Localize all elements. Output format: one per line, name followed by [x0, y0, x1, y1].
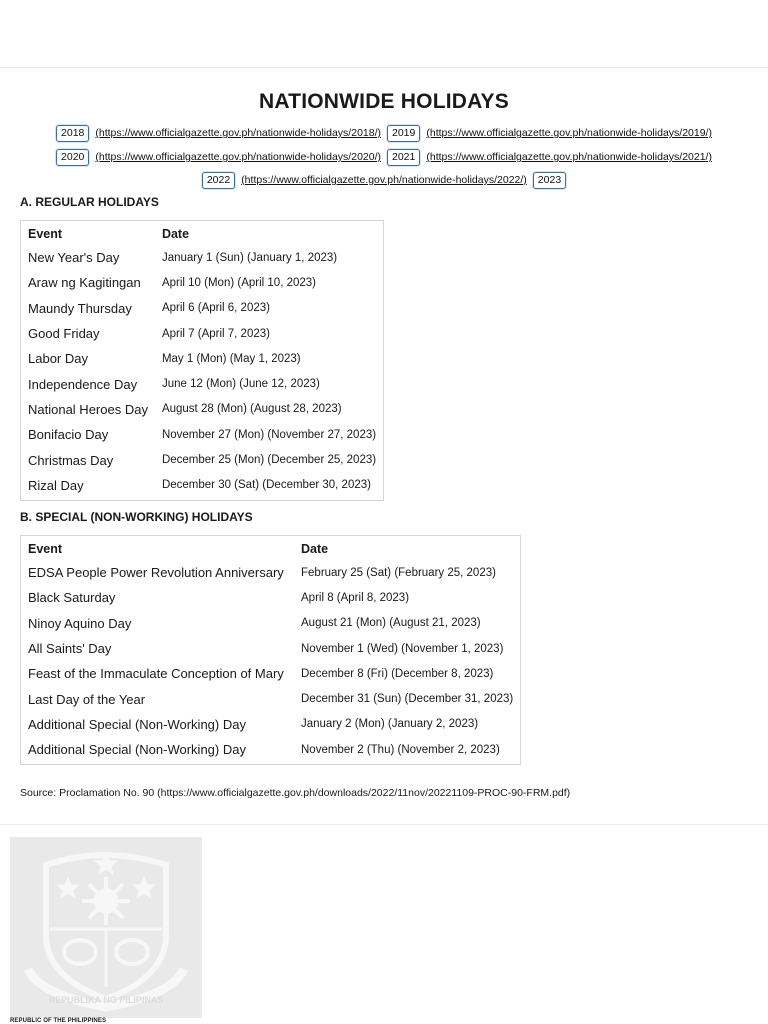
table-row — [21, 447, 383, 472]
regular-holidays-table — [20, 220, 384, 501]
year-2022-button[interactable]: 2022 — [202, 172, 235, 189]
table-row — [21, 473, 383, 498]
table-row — [21, 371, 383, 396]
event-name: Good Friday — [28, 326, 100, 342]
date-column-header: Date — [161, 227, 190, 241]
table-row — [21, 397, 383, 422]
table-row — [21, 661, 520, 686]
table-row — [21, 245, 383, 270]
event-name: Feast of the Immaculate Conception of Mary — [28, 666, 284, 682]
event-date: February 25 (Sat) (February 25, 2023) — [301, 566, 496, 579]
special-holidays-table — [20, 535, 521, 765]
table-row — [21, 296, 383, 321]
event-date: January 2 (Mon) (January 2, 2023) — [301, 718, 479, 731]
table-header-row — [21, 223, 383, 245]
event-date: November 27 (Mon) (November 27, 2023) — [161, 428, 377, 441]
year-links-row-1 — [0, 124, 768, 142]
event-date: April 10 (Mon) (April 10, 2023) — [161, 276, 316, 289]
year-2019-button[interactable]: 2019 — [387, 125, 420, 142]
event-date: November 2 (Thu) (November 2, 2023) — [301, 743, 500, 756]
regular-holidays-heading: A. REGULAR HOLIDAYS — [20, 195, 159, 209]
table-row — [21, 346, 383, 371]
seal-emblem-icon — [10, 837, 202, 1018]
event-name: Labor Day — [28, 351, 88, 367]
event-name: Rizal Day — [28, 477, 84, 493]
table-header-row — [21, 538, 520, 560]
event-column-header: Event — [28, 227, 63, 241]
table-row — [21, 560, 520, 585]
event-name: Last Day of the Year — [28, 691, 146, 707]
event-date: May 1 (Mon) (May 1, 2023) — [161, 352, 301, 365]
table-row — [21, 686, 520, 711]
event-date: December 31 (Sun) (December 31, 2023) — [301, 693, 514, 706]
seal-caption: REPUBLIC OF THE PHILIPPINES — [10, 1018, 107, 1024]
year-2018-link[interactable]: (https://www.officialgazette.gov.ph/nationwide-holidays/2018/) — [95, 127, 381, 139]
year-links-row-2 — [0, 148, 768, 166]
event-date: April 8 (April 8, 2023) — [301, 591, 410, 604]
year-2019-link[interactable]: (https://www.officialgazette.gov.ph/nationwide-holidays/2019/) — [426, 127, 712, 139]
source-note: Source: Proclamation No. 90 (https://www.officialgazette.gov.ph/downloads/2022/11nov/20221109-PROC-90-FRM.pdf) — [20, 787, 571, 799]
event-date: November 1 (Wed) (November 1, 2023) — [301, 642, 504, 655]
event-date: April 7 (April 7, 2023) — [161, 327, 270, 340]
event-column-header: Event — [28, 542, 63, 556]
event-date: June 12 (Mon) (June 12, 2023) — [161, 378, 320, 391]
footer-divider — [0, 824, 768, 825]
event-name: National Heroes Day — [28, 401, 148, 417]
table-row — [21, 636, 520, 661]
event-date: August 28 (Mon) (August 28, 2023) — [161, 403, 342, 416]
table-row — [21, 270, 383, 295]
event-name: New Year's Day — [28, 250, 120, 266]
date-column-header: Date — [301, 542, 329, 556]
page-title: NATIONWIDE HOLIDAYS — [259, 90, 509, 113]
year-2021-link[interactable]: (https://www.officialgazette.gov.ph/nationwide-holidays/2021/) — [426, 151, 712, 163]
event-name: Christmas Day — [28, 452, 114, 468]
table-row — [21, 422, 383, 447]
event-name: Maundy Thursday — [28, 300, 132, 316]
table-row — [21, 712, 520, 737]
event-name: Independence Day — [28, 376, 138, 392]
year-2020-button[interactable]: 2020 — [56, 149, 89, 166]
event-name: Black Saturday — [28, 590, 116, 606]
event-date: December 30 (Sat) (December 30, 2023) — [161, 479, 371, 492]
event-date: August 21 (Mon) (August 21, 2023) — [301, 617, 481, 630]
event-name: Additional Special (Non-Working) Day — [28, 742, 246, 758]
table-row — [21, 611, 520, 636]
event-name: Additional Special (Non-Working) Day — [28, 716, 246, 732]
year-2020-link[interactable]: (https://www.officialgazette.gov.ph/nationwide-holidays/2020/) — [95, 151, 381, 163]
event-name: Ninoy Aquino Day — [28, 615, 132, 631]
table-row — [21, 737, 520, 762]
special-holidays-heading: B. SPECIAL (NON-WORKING) HOLIDAYS — [20, 510, 253, 524]
year-2018-button[interactable]: 2018 — [56, 125, 89, 142]
event-name: All Saints' Day — [28, 641, 112, 657]
table-row — [21, 321, 383, 346]
philippine-seal-image — [10, 837, 202, 1018]
year-links-row-3 — [0, 171, 768, 189]
year-2023-button[interactable]: 2023 — [533, 172, 566, 189]
year-2022-link[interactable]: (https://www.officialgazette.gov.ph/nationwide-holidays/2022/) — [241, 174, 527, 186]
top-bar — [0, 0, 768, 68]
table-row — [21, 585, 520, 610]
event-date: December 8 (Fri) (December 8, 2023) — [301, 667, 494, 680]
event-name: Araw ng Kagitingan — [28, 275, 141, 291]
event-date: April 6 (April 6, 2023) — [161, 302, 270, 315]
seal-text: REPUBLIKA NG PILIPINAS — [48, 995, 164, 1005]
event-date: January 1 (Sun) (January 1, 2023) — [161, 251, 338, 264]
event-name: Bonifacio Day — [28, 427, 109, 443]
event-name: EDSA People Power Revolution Anniversary — [28, 565, 284, 581]
year-2021-button[interactable]: 2021 — [387, 149, 420, 166]
event-date: December 25 (Mon) (December 25, 2023) — [161, 454, 377, 467]
